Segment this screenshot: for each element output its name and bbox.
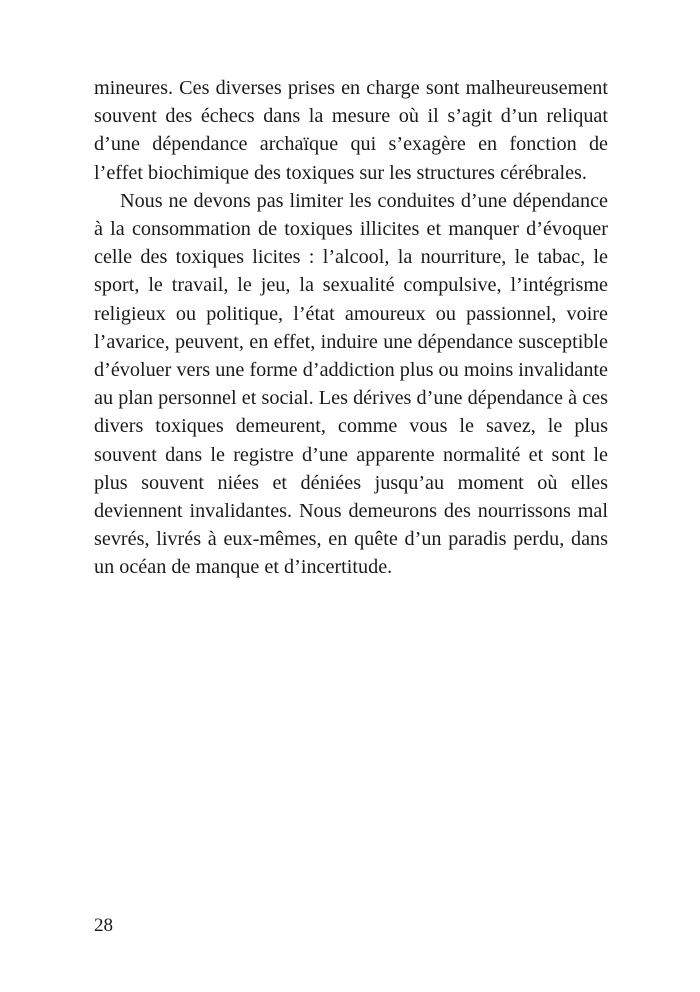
body-text (94, 74, 608, 582)
paragraph-continuation: mineures. Ces diverses prises en charge sont malheureusement souvent des échecs dans la mesure où il s’agit d’un reliquat d’une dépendance archaïque qui s’exagère en fonction de l’effet biochimique des toxiques sur les structures cérébrales. (94, 77, 608, 184)
paragraph-dependance: Nous ne devons pas limiter les conduites d’une dépendance à la consommation de toxiques illicites et manquer d’évoquer celle des toxiques licites : l’alcool, la nourriture, le tabac, le sport, le travail, le jeu, la sexualité compulsive, l’intégrisme religieux ou politique, l’état amoureux ou passionnel, voire l’avarice, peuvent, en effet, induire une dépendance susceptible d’évoluer vers une forme d’addiction plus ou moins invalidante au plan personnel et social. Les dérives d’une dépendance à ces divers toxiques demeurent, comme vous le savez, le plus souvent dans le registre d’une apparente normalité et sont le plus souvent niées et déniées jusqu’au moment où elles deviennent invalidantes. Nous demeurons des nourrissons mal sevrés, livrés à eux-mêmes, en quête d’un paradis perdu, dans un océan de manque et d’incertitude. (94, 189, 608, 579)
page-number: 28 (94, 915, 113, 936)
